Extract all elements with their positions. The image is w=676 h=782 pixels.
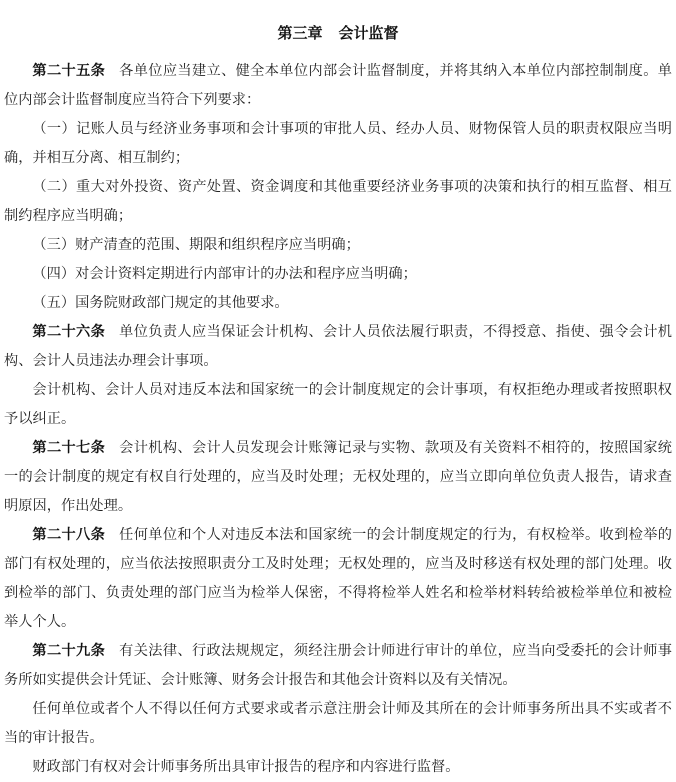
- article-paragraph: （五）国务院财政部门规定的其他要求。: [32, 295, 289, 311]
- article-number: 第二十六条: [32, 324, 106, 340]
- article-number: 第二十八条: [32, 527, 106, 543]
- article-text: 任何单位和个人对违反本法和国家统一的会计制度规定的行为，有权检举。收到检举的部门有权处理的，应当依法按照职责分工及时处理；无权处理的，应当及时移送有权处理的部门处理。收到检举的部门、负责处理的部门应当为检举人保密，不得将检举人姓名和检举材料转给被检举单位和被检举人个人。: [4, 527, 672, 630]
- article-28: [4, 521, 672, 637]
- article-paragraph: [4, 434, 672, 521]
- article-25: [4, 57, 672, 318]
- article-26: [4, 318, 672, 434]
- article-paragraph: （三）财产清查的范围、期限和组织程序应当明确；: [32, 237, 360, 253]
- article-paragraph: 会计机构、会计人员对违反本法和国家统一的会计制度规定的会计事项，有权拒绝办理或者按照职权予以纠正。: [4, 382, 672, 427]
- article-paragraph: （二）重大对外投资、资产处置、资金调度和其他重要经济业务事项的决策和执行的相互监督、相互制约程序应当明确；: [4, 179, 672, 224]
- article-29: [4, 637, 672, 782]
- article-paragraph: [4, 637, 672, 695]
- article-27: [4, 434, 672, 521]
- article-number: 第二十五条: [32, 63, 106, 79]
- article-paragraph: （四）对会计资料定期进行内部审计的办法和程序应当明确；: [32, 266, 417, 282]
- article-paragraph: [4, 57, 672, 115]
- article-number: 第二十七条: [32, 440, 106, 456]
- article-paragraph: [4, 521, 672, 637]
- article-text: 各单位应当建立、健全本单位内部会计监督制度，并将其纳入本单位内部控制制度。单位内部会计监督制度应当符合下列要求：: [4, 63, 672, 108]
- article-paragraph: 任何单位或者个人不得以任何方式要求或者示意注册会计师及其所在的会计师事务所出具不实或者不当的审计报告。: [4, 701, 672, 746]
- article-text: 单位负责人应当保证会计机构、会计人员依法履行职责，不得授意、指使、强令会计机构、会计人员违法办理会计事项。: [4, 324, 672, 369]
- chapter-number: 第三章: [277, 24, 323, 42]
- article-paragraph: [4, 318, 672, 376]
- chapter-title: [4, 0, 672, 57]
- article-paragraph: 财政部门有权对会计师事务所出具审计报告的程序和内容进行监督。: [32, 759, 460, 775]
- article-text: 会计机构、会计人员发现会计账簿记录与实物、款项及有关资料不相符的，按照国家统一的会计制度的规定有权自行处理的，应当及时处理；无权处理的，应当立即向单位负责人报告，请求查明原因，作出处理。: [4, 440, 672, 514]
- article-number: 第二十九条: [32, 643, 106, 659]
- chapter-name: 会计监督: [338, 24, 399, 42]
- article-paragraph: （一）记账人员与经济业务事项和会计事项的审批人员、经办人员、财物保管人员的职责权限应当明确，并相互分离、相互制约；: [4, 121, 672, 166]
- article-text: 有关法律、行政法规规定，须经注册会计师进行审计的单位，应当向受委托的会计师事务所如实提供会计凭证、会计账簿、财务会计报告和其他会计资料以及有关情况。: [4, 643, 672, 688]
